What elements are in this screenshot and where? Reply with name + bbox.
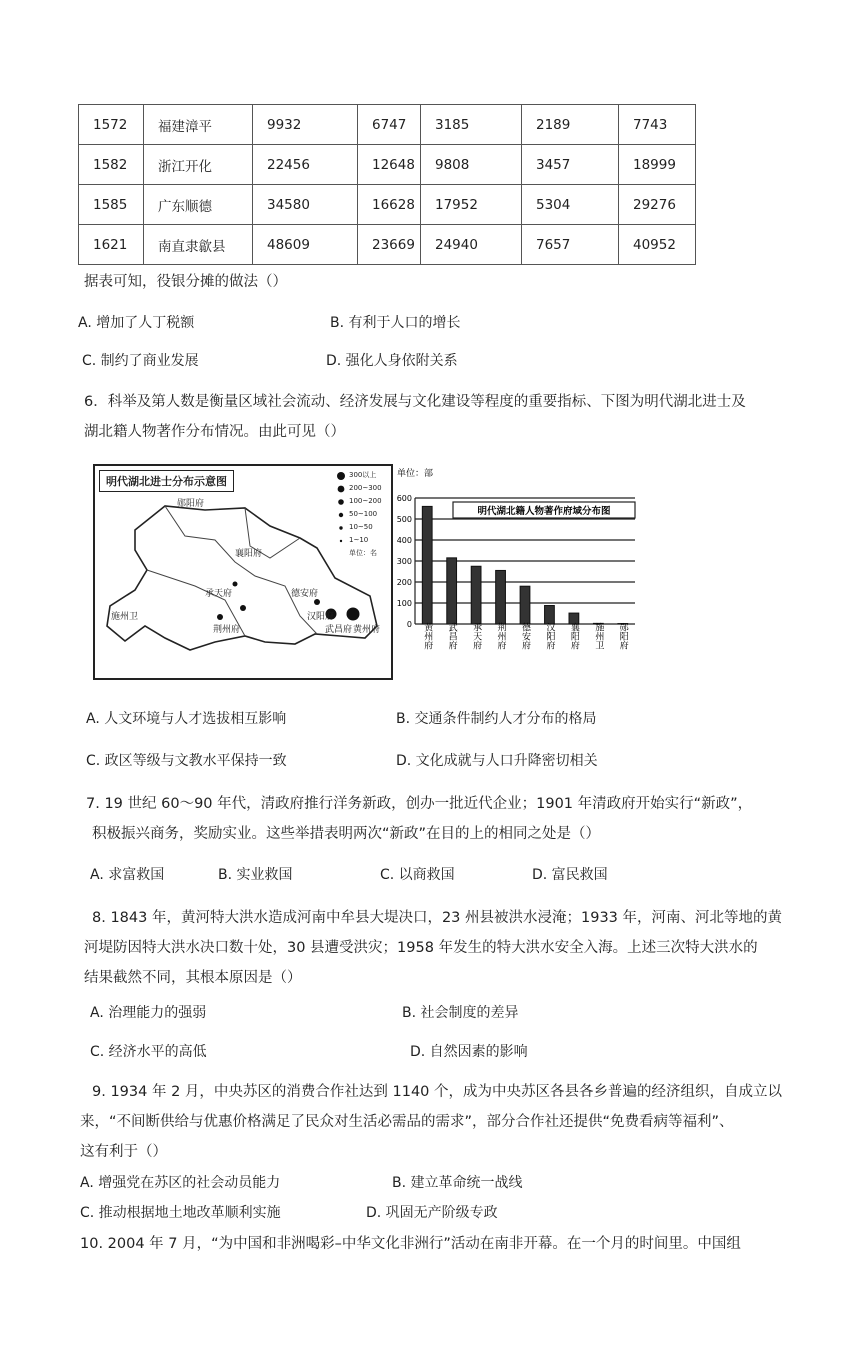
table-cell: 6747 xyxy=(358,105,421,145)
legend-label: 1~10 xyxy=(349,536,369,544)
city-dot xyxy=(314,599,320,605)
table-cell: 40952 xyxy=(619,225,696,265)
q5-stem: 据表可知，役银分摊的做法（） xyxy=(84,274,287,290)
x-tick-label: 汉阳府 xyxy=(544,622,555,650)
table-cell: 福建漳平 xyxy=(144,105,253,145)
q8-option-a[interactable]: A. 治理能力的强弱 xyxy=(90,1005,207,1021)
hubei-jinshi-map xyxy=(93,464,393,680)
q8-option-d[interactable]: D. 自然因素的影响 xyxy=(410,1044,528,1060)
y-tick-label: 500 xyxy=(396,515,412,524)
bar xyxy=(496,570,506,624)
table-cell: 浙江开化 xyxy=(144,145,253,185)
q6-option-c[interactable]: C. 政区等级与文教水平保持一致 xyxy=(86,753,287,769)
y-tick-label: 0 xyxy=(406,620,412,629)
map-svg xyxy=(95,466,391,678)
legend-dot xyxy=(340,540,342,542)
q10-stem-line1: 10. 2004 年 7 月，“为中国和非洲喝彩–中华文化非洲行”活动在南非开幕。在一个月的时间里。中国组 xyxy=(80,1236,741,1252)
q6-stem-line2: 湖北籍人物著作分布情况。由此可见（） xyxy=(84,424,345,440)
table-row xyxy=(79,185,696,225)
table-cell: 5304 xyxy=(522,185,619,225)
table-cell: 24940 xyxy=(421,225,522,265)
city-dot xyxy=(233,582,238,587)
q7-option-b[interactable]: B. 实业救国 xyxy=(218,867,293,883)
q6-stem-line1: 6．科举及第人数是衡量区域社会流动、经济发展与文化建设等程度的重要指标、下图为明代湖北进士及 xyxy=(84,394,746,410)
table-cell: 9808 xyxy=(421,145,522,185)
table-cell: 18999 xyxy=(619,145,696,185)
q9-option-a[interactable]: A. 增强党在苏区的社会动员能力 xyxy=(80,1175,281,1191)
table-row xyxy=(79,105,696,145)
q6-option-b[interactable]: B. 交通条件制约人才分布的格局 xyxy=(396,711,597,727)
x-tick-label: 荆州府 xyxy=(495,622,506,650)
table-cell: 1585 xyxy=(79,185,144,225)
q8-stem-line3: 结果截然不同，其根本原因是（） xyxy=(84,970,302,986)
y-tick-label: 200 xyxy=(396,578,412,587)
table-cell: 17952 xyxy=(421,185,522,225)
y-tick-label: 400 xyxy=(396,536,412,545)
q5-option-d[interactable]: D. 强化人身依附关系 xyxy=(326,353,458,369)
map-label: 黄州府 xyxy=(353,625,381,635)
table-cell: 23669 xyxy=(358,225,421,265)
y-tick-label: 300 xyxy=(396,557,412,566)
q9-stem-line1: 9. 1934 年 2 月，中央苏区的消费合作社达到 1140 个，成为中央苏区各县各乡普遍的经济组织，自成立以 xyxy=(92,1084,783,1100)
table-cell: 1572 xyxy=(79,105,144,145)
population-tax-table xyxy=(78,104,696,265)
bar xyxy=(545,606,555,624)
bar xyxy=(520,586,530,624)
map-label: 承天府 xyxy=(205,589,233,599)
q9-stem-line2: 来，“不间断供给与优惠价格满足了民众对生活必需品的需求”，部分合作社还提供“免费看病等福利”、 xyxy=(80,1114,734,1130)
city-dot xyxy=(217,614,223,620)
map-label: 荆州府 xyxy=(213,625,241,635)
legend-dot xyxy=(337,472,345,480)
q7-option-a[interactable]: A. 求富救国 xyxy=(90,867,165,883)
q7-option-c[interactable]: C. 以商救国 xyxy=(380,867,455,883)
x-tick-label: 郧阳府 xyxy=(617,622,628,650)
q9-option-c[interactable]: C. 推动根据地土地改革顺利实施 xyxy=(80,1205,281,1221)
table-cell: 1582 xyxy=(79,145,144,185)
q5-option-b[interactable]: B. 有利于人口的增长 xyxy=(330,315,461,331)
map-label: 郧阳府 xyxy=(177,499,205,509)
works-bar-chart xyxy=(395,464,645,684)
x-tick-label: 黄州府 xyxy=(422,622,433,650)
table-cell: 3457 xyxy=(522,145,619,185)
legend-dot xyxy=(339,526,342,529)
table-cell: 7657 xyxy=(522,225,619,265)
table-cell: 34580 xyxy=(253,185,358,225)
q7-option-d[interactable]: D. 富民救国 xyxy=(532,867,608,883)
district-border xyxy=(165,506,317,634)
legend-label: 200~300 xyxy=(349,484,382,492)
x-tick-label: 德安府 xyxy=(520,622,530,650)
x-tick-label: 施州卫 xyxy=(593,622,604,650)
chart-unit-label: 单位：部 xyxy=(397,469,434,479)
q9-option-b[interactable]: B. 建立革命统一战线 xyxy=(392,1175,523,1191)
q6-option-d[interactable]: D. 文化成就与人口升降密切相关 xyxy=(396,753,598,769)
table-cell: 22456 xyxy=(253,145,358,185)
city-dot xyxy=(240,605,246,611)
table-cell: 12648 xyxy=(358,145,421,185)
map-label: 武昌府 xyxy=(325,625,353,635)
chart-title: 明代湖北籍人物著作府域分布图 xyxy=(477,506,611,517)
table-cell: 7743 xyxy=(619,105,696,145)
legend-label: 300以上 xyxy=(349,471,377,479)
x-tick-label: 武昌府 xyxy=(446,622,457,650)
q9-option-d[interactable]: D. 巩固无产阶级专政 xyxy=(366,1205,498,1221)
legend-dot xyxy=(339,513,343,517)
table-row xyxy=(79,145,696,185)
table-cell: 29276 xyxy=(619,185,696,225)
q7-stem-line1: 7. 19 世纪 60～90 年代，清政府推行洋务新政，创办一批近代企业；1901 年清政府开始实行“新政”， xyxy=(86,796,753,812)
y-tick-label: 100 xyxy=(396,599,412,608)
q8-option-c[interactable]: C. 经济水平的高低 xyxy=(90,1044,207,1060)
map-label: 汉阳府 xyxy=(307,612,335,622)
x-tick-label: 承天府 xyxy=(471,622,482,650)
legend-dot xyxy=(338,486,345,493)
table-cell: 广东顺德 xyxy=(144,185,253,225)
q8-stem-line2: 河堤防因特大洪水决口数十处，30 县遭受洪灾；1958 年发生的特大洪水安全入海。上述三次特大洪水的 xyxy=(84,940,758,956)
map-label: 施州卫 xyxy=(111,612,139,622)
table-cell: 1621 xyxy=(79,225,144,265)
legend-unit: 单位：名 xyxy=(349,549,377,557)
table-cell: 16628 xyxy=(358,185,421,225)
q8-option-b[interactable]: B. 社会制度的差异 xyxy=(402,1005,519,1021)
table-cell: 3185 xyxy=(421,105,522,145)
table-cell: 48609 xyxy=(253,225,358,265)
bar xyxy=(422,506,432,624)
legend-label: 100~200 xyxy=(349,497,382,505)
map-label: 襄阳府 xyxy=(235,549,263,559)
bar xyxy=(447,558,457,624)
q5-option-c[interactable]: C. 制约了商业发展 xyxy=(82,353,199,369)
legend-label: 50~100 xyxy=(349,510,378,518)
legend-label: 10~50 xyxy=(349,523,373,531)
legend-dot xyxy=(338,499,344,505)
q7-stem-line2: 积极振兴商务，奖励实业。这些举措表明两次“新政”在目的上的相同之处是（） xyxy=(92,826,601,842)
q8-stem-line1: 8. 1843 年，黄河特大洪水造成河南中牟县大堤决口，23 州县被洪水浸淹；1933 年，河南、河北等地的黄 xyxy=(92,910,783,926)
table-cell: 南直隶歙县 xyxy=(144,225,253,265)
table-cell: 2189 xyxy=(522,105,619,145)
map-title: 明代湖北进士分布示意图 xyxy=(99,470,234,492)
q9-stem-line3: 这有利于（） xyxy=(80,1144,167,1160)
bar xyxy=(471,566,481,624)
table-cell: 9932 xyxy=(253,105,358,145)
q6-option-a[interactable]: A. 人文环境与人才选拔相互影响 xyxy=(86,711,287,727)
table-row xyxy=(79,225,696,265)
city-dot xyxy=(347,608,360,621)
q5-option-a[interactable]: A. 增加了人丁税额 xyxy=(78,315,195,331)
x-tick-label: 襄阳府 xyxy=(568,622,579,650)
map-legend xyxy=(349,469,382,560)
y-tick-label: 600 xyxy=(396,494,412,503)
bar-chart-svg xyxy=(395,464,645,684)
map-label: 德安府 xyxy=(291,589,319,599)
